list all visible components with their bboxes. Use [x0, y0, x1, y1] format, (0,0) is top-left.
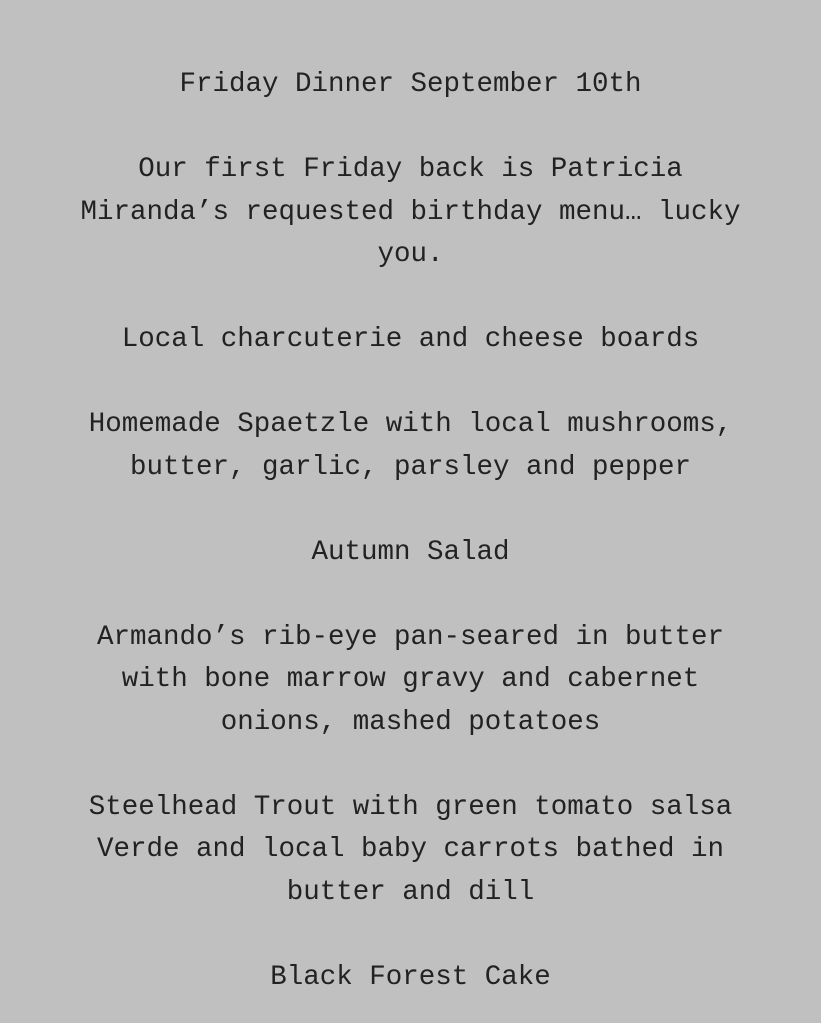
menu-item-line: Armando’s rib-eye pan-seared in butter [96, 621, 725, 653]
menu-item-line: onions, mashed potatoes [220, 706, 601, 738]
menu-item-salad [0, 532, 821, 575]
menu-intro-line: Miranda’s requested birthday menu… lucky [80, 196, 741, 228]
menu-item-line: Steelhead Trout with green tomato salsa [88, 791, 733, 823]
menu-item-trout [0, 787, 821, 915]
menu-item-line: Verde and local baby carrots bathed in [96, 834, 725, 865]
menu-intro-line: you. [377, 239, 444, 270]
menu-item-line: Local charcuterie and cheese boards [121, 324, 700, 355]
menu-item-line: Black Forest Cake [270, 961, 551, 993]
menu-item-cake [0, 957, 821, 1000]
menu-item-spaetzle [0, 404, 821, 489]
menu-title-line: Friday Dinner September 10th [179, 69, 642, 100]
menu-intro-line: Our first Friday back is Patricia [138, 154, 683, 185]
menu-item-charcuterie [0, 319, 821, 362]
menu-title [0, 64, 821, 107]
menu-document [0, 64, 821, 999]
menu-item-line: Homemade Spaetzle with local mushrooms, [88, 409, 733, 440]
menu-item-line: with bone marrow gravy and cabernet [121, 664, 700, 695]
menu-item-line: butter and dill [286, 876, 535, 908]
menu-item-line: butter, garlic, parsley and pepper [129, 451, 692, 483]
menu-intro [0, 149, 821, 277]
menu-item-line: Autumn Salad [311, 536, 510, 568]
menu-item-ribeye [0, 617, 821, 745]
